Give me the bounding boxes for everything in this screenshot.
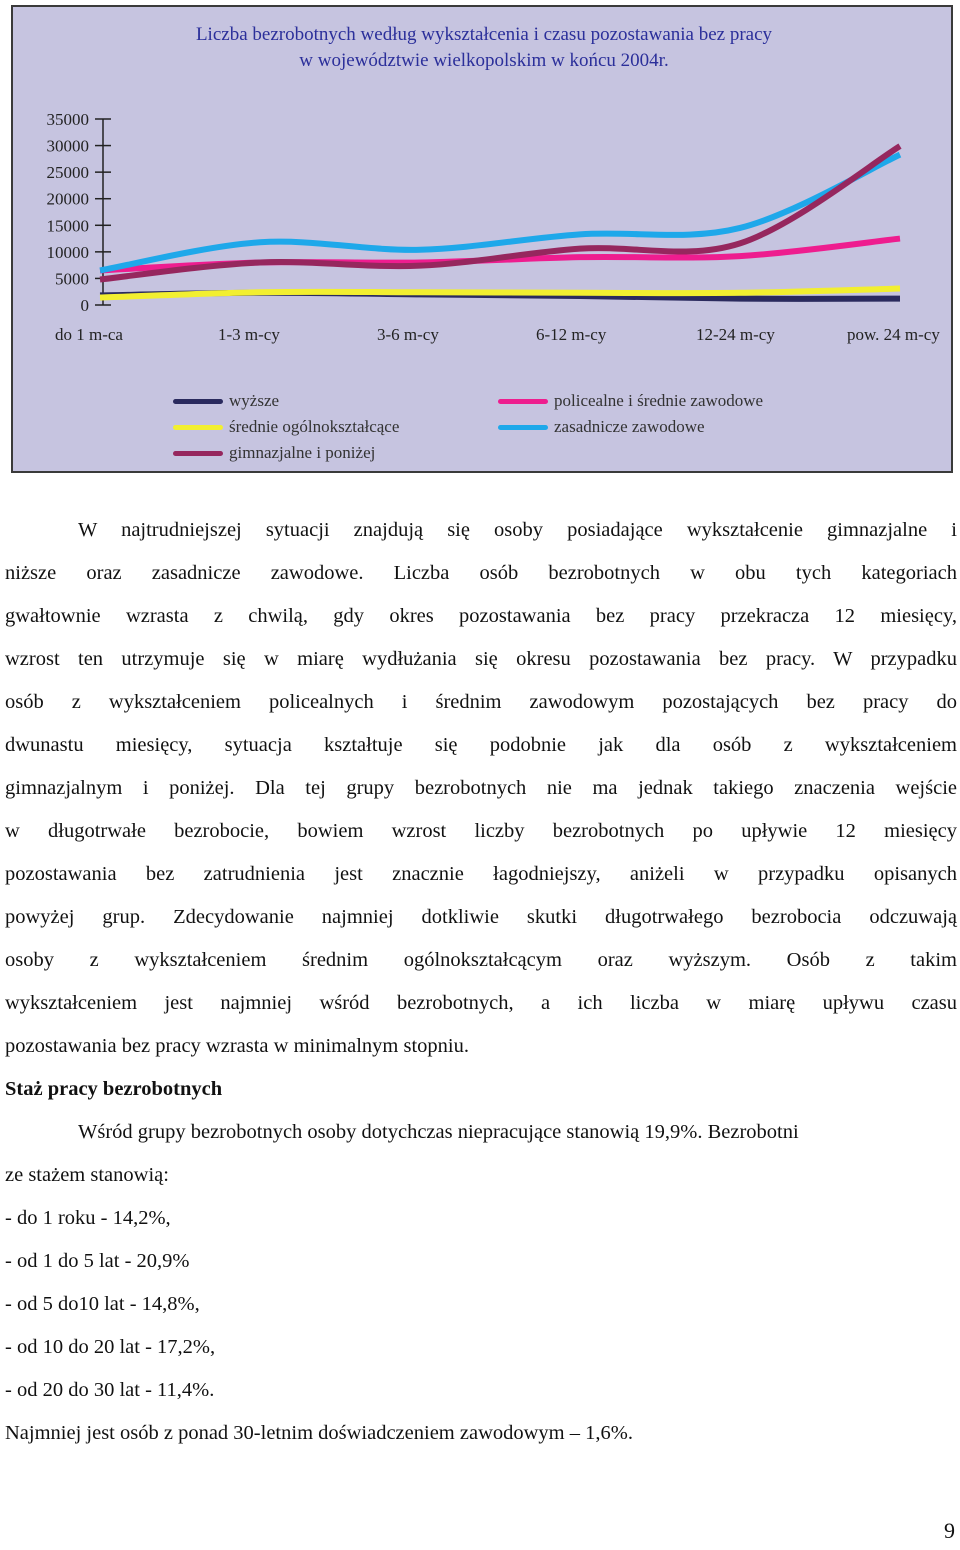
p1-line bbox=[78, 509, 957, 552]
p1-line bbox=[5, 767, 957, 810]
y-tick-label: 20000 bbox=[46, 189, 89, 209]
p1-line-text: pozostawania bez zatrudnienia jest znacznie łagodniejszy, aniżeli w przypadku opisanych bbox=[5, 863, 957, 885]
p1-line-text: powyżej grup. Zdecydowanie najmniej dotkliwie skutki długotrwałego bezrobocia odczuwają bbox=[5, 906, 957, 928]
legend-swatch-gimnazjalne bbox=[173, 451, 223, 456]
x-tick-label: 6-12 m-cy bbox=[536, 325, 607, 344]
p1-line-text: wzrost ten utrzymuje się w miarę wydłużania się okresu pozostawania bez pracy. W przypadku bbox=[5, 648, 957, 670]
y-tick-label: 35000 bbox=[46, 110, 89, 129]
legend-swatch-srednie-ogolnoksztalcace bbox=[173, 425, 223, 430]
p1-line bbox=[5, 982, 957, 1025]
list-item: - od 20 do 30 lat - 11,4%. bbox=[5, 1379, 215, 1401]
section-heading: Staż pracy bezrobotnych bbox=[5, 1078, 223, 1100]
legend-label-wyzsze: wyższe bbox=[229, 391, 280, 410]
p1-line bbox=[5, 681, 957, 724]
y-tick-label: 10000 bbox=[46, 242, 89, 262]
p1-line-text: wykształceniem jest najmniej wśród bezrobotnych, a ich liczba w miarę upływu czasu bbox=[5, 992, 957, 1014]
x-tick-label: pow. 24 m-cy bbox=[847, 325, 940, 344]
legend-label-policealne: policealne i średnie zawodowe bbox=[554, 391, 764, 410]
p1-line-text: gimnazjalnym i poniżej. Dla tej grupy bezrobotnych nie ma jednak takiego znaczenia wejście bbox=[5, 777, 957, 799]
p1-line-text: osoby z wykształceniem średnim ogólnokształcącym oraz wyższym. Osób z takim bbox=[5, 949, 957, 971]
list-item: - do 1 roku - 14,2%, bbox=[5, 1207, 171, 1229]
closing-sentence: Najmniej jest osób z ponad 30-letnim doświadczeniem zawodowym – 1,6%. bbox=[5, 1422, 633, 1444]
x-tick-label: do 1 m-ca bbox=[55, 325, 123, 344]
legend-label-srednie-ogolnoksztalcace: średnie ogólnokształcące bbox=[229, 417, 400, 436]
p1-line bbox=[5, 810, 957, 853]
y-tick-label: 5000 bbox=[55, 269, 89, 289]
chart-container bbox=[11, 5, 953, 473]
p1-line-text: dwunastu miesięcy, sytuacja kształtuje się podobnie jak dla osób z wykształceniem bbox=[5, 734, 957, 756]
p1-line-text: osób z wykształceniem policealnych i średnim zawodowym pozostających bez pracy do bbox=[5, 691, 957, 713]
page-number: 9 bbox=[944, 1518, 955, 1543]
p2-line2: ze stażem stanowią: bbox=[5, 1164, 169, 1186]
x-tick-label: 1-3 m-cy bbox=[218, 325, 280, 344]
x-tick-label: 3-6 m-cy bbox=[377, 325, 439, 344]
p1-line bbox=[5, 853, 957, 896]
p1-line-text: gwałtownie wzrasta z chwilą, gdy okres pozostawania bez pracy przekracza 12 miesięcy, bbox=[5, 605, 957, 627]
p1-line bbox=[5, 939, 957, 982]
p2-line1: Wśród grupy bezrobotnych osoby dotychczas niepracujące stanowią 19,9%. Bezrobotni bbox=[78, 1121, 799, 1143]
legend-swatch-policealne bbox=[498, 399, 548, 404]
line-chart bbox=[13, 7, 951, 471]
list-item: - od 10 do 20 lat - 17,2%, bbox=[5, 1336, 216, 1358]
y-tick-label: 30000 bbox=[46, 136, 89, 156]
p1-line-last: pozostawania bez pracy wzrasta w minimalnym stopniu. bbox=[5, 1035, 469, 1057]
p1-line bbox=[5, 595, 957, 638]
y-tick-label: 25000 bbox=[46, 163, 89, 183]
p1-line-text: w długotrwałe bezrobocie, bowiem wzrost liczby bezrobotnych po upływie 12 miesięcy bbox=[5, 820, 957, 842]
legend-label-zasadnicze: zasadnicze zawodowe bbox=[554, 417, 705, 436]
y-tick-label: 15000 bbox=[46, 216, 89, 236]
legend-swatch-zasadnicze bbox=[498, 425, 548, 430]
p1-line-text: niższe oraz zasadnicze zawodowe. Liczba osób bezrobotnych w obu tych kategoriach bbox=[5, 562, 957, 584]
p1-line bbox=[5, 638, 957, 681]
chart-title-line2: w województwie wielkopolskim w końcu 2004r. bbox=[299, 50, 669, 71]
p1-line bbox=[5, 552, 957, 595]
list-item: - od 5 do10 lat - 14,8%, bbox=[5, 1293, 200, 1315]
p1-line bbox=[5, 724, 957, 767]
p1-line-text: W najtrudniejszej sytuacji znajdują się osoby posiadające wykształcenie gimnazjalne i bbox=[78, 519, 957, 541]
legend-label-gimnazjalne: gimnazjalne i poniżej bbox=[229, 443, 376, 462]
chart-title-line1: Liczba bezrobotnych według wykształcenia i czasu pozostawania bez pracy bbox=[195, 24, 773, 45]
legend-swatch-wyzsze bbox=[173, 399, 223, 404]
x-tick-label: 12-24 m-cy bbox=[696, 325, 775, 344]
list-item: - od 1 do 5 lat - 20,9% bbox=[5, 1250, 190, 1272]
y-tick-label: 0 bbox=[80, 296, 89, 315]
p1-line bbox=[5, 896, 957, 939]
